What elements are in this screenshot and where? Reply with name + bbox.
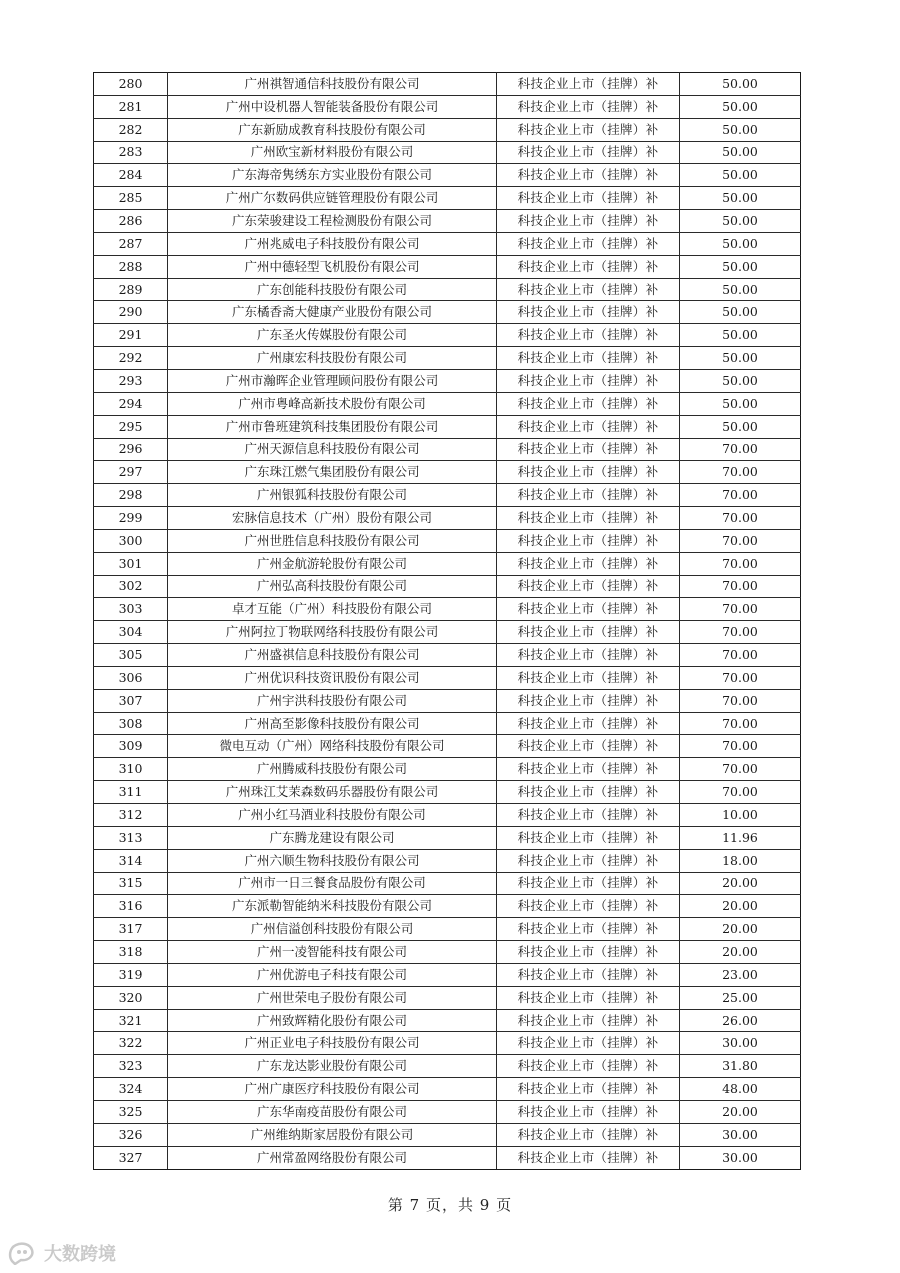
company-name-cell: 广州六顺生物科技股份有限公司 [168,849,497,872]
table-row [94,735,801,758]
amount-cell: 50.00 [680,369,801,392]
company-name-cell: 广东海帝隽绣东方实业股份有限公司 [168,164,497,187]
amount-cell: 20.00 [680,918,801,941]
amount-cell: 50.00 [680,232,801,255]
company-name-cell: 广州市鲁班建筑科技集团股份有限公司 [168,415,497,438]
row-number-cell: 309 [94,735,168,758]
row-number-cell: 317 [94,918,168,941]
subsidy-type-cell: 科技企业上市（挂牌）补 [497,552,680,575]
amount-cell: 50.00 [680,95,801,118]
row-number-cell: 315 [94,872,168,895]
amount-cell: 50.00 [680,164,801,187]
company-name-cell: 广州弘高科技股份有限公司 [168,575,497,598]
subsidy-type-cell: 科技企业上市（挂牌）补 [497,484,680,507]
amount-cell: 70.00 [680,507,801,530]
row-number-cell: 293 [94,369,168,392]
amount-cell: 70.00 [680,758,801,781]
table-row [94,187,801,210]
company-name-cell: 广州市粤峰高新技术股份有限公司 [168,392,497,415]
subsidy-type-cell: 科技企业上市（挂牌）补 [497,781,680,804]
row-number-cell: 325 [94,1100,168,1123]
company-name-cell: 广州盛祺信息科技股份有限公司 [168,644,497,667]
row-number-cell: 321 [94,1009,168,1032]
amount-cell: 10.00 [680,804,801,827]
amount-cell: 20.00 [680,872,801,895]
amount-cell: 30.00 [680,1123,801,1146]
subsidy-type-cell: 科技企业上市（挂牌）补 [497,1123,680,1146]
amount-cell: 70.00 [680,689,801,712]
watermark [8,1240,116,1266]
subsidy-type-cell: 科技企业上市（挂牌）补 [497,849,680,872]
company-name-cell: 广州小红马酒业科技股份有限公司 [168,804,497,827]
subsidy-type-cell: 科技企业上市（挂牌）补 [497,324,680,347]
amount-cell: 18.00 [680,849,801,872]
company-name-cell: 广州广康医疗科技股份有限公司 [168,1078,497,1101]
subsidy-type-cell: 科技企业上市（挂牌）补 [497,232,680,255]
subsidy-type-cell: 科技企业上市（挂牌）补 [497,941,680,964]
row-number-cell: 305 [94,644,168,667]
amount-cell: 23.00 [680,963,801,986]
subsidy-type-cell: 科技企业上市（挂牌）补 [497,735,680,758]
table-row [94,1146,801,1169]
table-row [94,1009,801,1032]
amount-cell: 50.00 [680,301,801,324]
subsidy-type-cell: 科技企业上市（挂牌）补 [497,1078,680,1101]
company-name-cell: 广州致辉精化股份有限公司 [168,1009,497,1032]
row-number-cell: 298 [94,484,168,507]
subsidy-type-cell: 科技企业上市（挂牌）补 [497,369,680,392]
company-name-cell: 广州金航游轮股份有限公司 [168,552,497,575]
row-number-cell: 301 [94,552,168,575]
row-number-cell: 287 [94,232,168,255]
table-row [94,461,801,484]
amount-cell: 50.00 [680,392,801,415]
company-name-cell: 广东新励成教育科技股份有限公司 [168,118,497,141]
subsidy-type-cell: 科技企业上市（挂牌）补 [497,415,680,438]
subsidy-type-cell: 科技企业上市（挂牌）补 [497,347,680,370]
amount-cell: 50.00 [680,324,801,347]
table-row [94,484,801,507]
subsidy-table-container [93,72,798,1170]
table-row [94,392,801,415]
company-name-cell: 广州市瀚晖企业管理顾问股份有限公司 [168,369,497,392]
subsidy-type-cell: 科技企业上市（挂牌）补 [497,621,680,644]
amount-cell: 70.00 [680,781,801,804]
amount-cell: 70.00 [680,484,801,507]
subsidy-type-cell: 科技企业上市（挂牌）补 [497,826,680,849]
row-number-cell: 297 [94,461,168,484]
subsidy-type-cell: 科技企业上市（挂牌）补 [497,73,680,96]
table-row [94,507,801,530]
row-number-cell: 295 [94,415,168,438]
amount-cell: 50.00 [680,210,801,233]
row-number-cell: 289 [94,278,168,301]
subsidy-type-cell: 科技企业上市（挂牌）补 [497,278,680,301]
subsidy-type-cell: 科技企业上市（挂牌）补 [497,255,680,278]
table-row [94,278,801,301]
table-row [94,118,801,141]
amount-cell: 30.00 [680,1032,801,1055]
company-name-cell: 广东龙达影业股份有限公司 [168,1055,497,1078]
subsidy-type-cell: 科技企业上市（挂牌）补 [497,598,680,621]
row-number-cell: 318 [94,941,168,964]
amount-cell: 30.00 [680,1146,801,1169]
table-row [94,141,801,164]
row-number-cell: 304 [94,621,168,644]
table-row [94,918,801,941]
table-row [94,986,801,1009]
amount-cell: 50.00 [680,141,801,164]
amount-cell: 50.00 [680,118,801,141]
row-number-cell: 316 [94,895,168,918]
row-number-cell: 319 [94,963,168,986]
row-number-cell: 313 [94,826,168,849]
amount-cell: 25.00 [680,986,801,1009]
table-row [94,1055,801,1078]
amount-cell: 70.00 [680,438,801,461]
row-number-cell: 307 [94,689,168,712]
amount-cell: 70.00 [680,575,801,598]
subsidy-type-cell: 科技企业上市（挂牌）补 [497,210,680,233]
row-number-cell: 296 [94,438,168,461]
amount-cell: 11.96 [680,826,801,849]
subsidy-type-cell: 科技企业上市（挂牌）补 [497,689,680,712]
row-number-cell: 326 [94,1123,168,1146]
table-row [94,895,801,918]
company-name-cell: 广州市一日三餐食品股份有限公司 [168,872,497,895]
table-row [94,255,801,278]
table-row [94,963,801,986]
row-number-cell: 322 [94,1032,168,1055]
row-number-cell: 288 [94,255,168,278]
subsidy-type-cell: 科技企业上市（挂牌）补 [497,187,680,210]
row-number-cell: 302 [94,575,168,598]
subsidy-type-cell: 科技企业上市（挂牌）补 [497,438,680,461]
table-row [94,666,801,689]
amount-cell: 70.00 [680,735,801,758]
company-name-cell: 广州中设机器人智能装备股份有限公司 [168,95,497,118]
subsidy-type-cell: 科技企业上市（挂牌）补 [497,644,680,667]
table-row [94,415,801,438]
row-number-cell: 300 [94,529,168,552]
company-name-cell: 广州腾威科技股份有限公司 [168,758,497,781]
row-number-cell: 281 [94,95,168,118]
company-name-cell: 广州阿拉丁物联网络科技股份有限公司 [168,621,497,644]
company-name-cell: 广州优游电子科技有限公司 [168,963,497,986]
row-number-cell: 311 [94,781,168,804]
subsidy-type-cell: 科技企业上市（挂牌）补 [497,461,680,484]
amount-cell: 70.00 [680,621,801,644]
subsidy-type-cell: 科技企业上市（挂牌）补 [497,1032,680,1055]
table-row [94,73,801,96]
company-name-cell: 广州中德轻型飞机股份有限公司 [168,255,497,278]
amount-cell: 50.00 [680,255,801,278]
company-name-cell: 微电互动（广州）网络科技股份有限公司 [168,735,497,758]
subsidy-type-cell: 科技企业上市（挂牌）补 [497,712,680,735]
row-number-cell: 294 [94,392,168,415]
row-number-cell: 284 [94,164,168,187]
table-row [94,438,801,461]
company-name-cell: 卓才互能（广州）科技股份有限公司 [168,598,497,621]
table-row [94,1078,801,1101]
company-name-cell: 广州维纳斯家居股份有限公司 [168,1123,497,1146]
subsidy-type-cell: 科技企业上市（挂牌）补 [497,963,680,986]
company-name-cell: 广州正业电子科技股份有限公司 [168,1032,497,1055]
row-number-cell: 299 [94,507,168,530]
table-row [94,1123,801,1146]
table-row [94,232,801,255]
company-name-cell: 广州世胜信息科技股份有限公司 [168,529,497,552]
company-name-cell: 广东圣火传媒股份有限公司 [168,324,497,347]
company-name-cell: 广州高至影像科技股份有限公司 [168,712,497,735]
company-name-cell: 广东珠江燃气集团股份有限公司 [168,461,497,484]
subsidy-type-cell: 科技企业上市（挂牌）补 [497,872,680,895]
table-row [94,369,801,392]
company-name-cell: 广州宇洪科技股份有限公司 [168,689,497,712]
row-number-cell: 291 [94,324,168,347]
row-number-cell: 282 [94,118,168,141]
row-number-cell: 290 [94,301,168,324]
company-name-cell: 广州欧宝新材料股份有限公司 [168,141,497,164]
subsidy-type-cell: 科技企业上市（挂牌）补 [497,392,680,415]
amount-cell: 20.00 [680,941,801,964]
subsidy-type-cell: 科技企业上市（挂牌）补 [497,1100,680,1123]
row-number-cell: 327 [94,1146,168,1169]
subsidy-type-cell: 科技企业上市（挂牌）补 [497,575,680,598]
table-row [94,552,801,575]
subsidy-type-cell: 科技企业上市（挂牌）补 [497,1009,680,1032]
company-name-cell: 广州天源信息科技股份有限公司 [168,438,497,461]
amount-cell: 20.00 [680,895,801,918]
subsidy-type-cell: 科技企业上市（挂牌）补 [497,666,680,689]
company-name-cell: 广州康宏科技股份有限公司 [168,347,497,370]
company-name-cell: 广州银狐科技股份有限公司 [168,484,497,507]
row-number-cell: 324 [94,1078,168,1101]
table-row [94,849,801,872]
amount-cell: 50.00 [680,347,801,370]
row-number-cell: 303 [94,598,168,621]
amount-cell: 31.80 [680,1055,801,1078]
subsidy-type-cell: 科技企业上市（挂牌）补 [497,986,680,1009]
amount-cell: 70.00 [680,598,801,621]
subsidy-type-cell: 科技企业上市（挂牌）补 [497,1055,680,1078]
table-row [94,689,801,712]
subsidy-type-cell: 科技企业上市（挂牌）补 [497,529,680,552]
row-number-cell: 314 [94,849,168,872]
row-number-cell: 310 [94,758,168,781]
table-row [94,781,801,804]
amount-cell: 70.00 [680,552,801,575]
table-row [94,872,801,895]
company-name-cell: 广州信溢创科技股份有限公司 [168,918,497,941]
table-row [94,164,801,187]
subsidy-type-cell: 科技企业上市（挂牌）补 [497,895,680,918]
table-row [94,1032,801,1055]
table-row [94,301,801,324]
company-name-cell: 广东华南疫苗股份有限公司 [168,1100,497,1123]
table-row [94,324,801,347]
row-number-cell: 306 [94,666,168,689]
table-row [94,621,801,644]
amount-cell: 26.00 [680,1009,801,1032]
subsidy-type-cell: 科技企业上市（挂牌）补 [497,804,680,827]
company-name-cell: 广州一凌智能科技有限公司 [168,941,497,964]
row-number-cell: 283 [94,141,168,164]
subsidy-type-cell: 科技企业上市（挂牌）补 [497,141,680,164]
row-number-cell: 286 [94,210,168,233]
table-row [94,804,801,827]
page-footer: 第 7 页，共 9 页 [387,1196,513,1214]
table-row [94,758,801,781]
company-name-cell: 广东创能科技股份有限公司 [168,278,497,301]
amount-cell: 70.00 [680,712,801,735]
amount-cell: 50.00 [680,187,801,210]
amount-cell: 70.00 [680,644,801,667]
subsidy-type-cell: 科技企业上市（挂牌）补 [497,164,680,187]
company-name-cell: 广东荣骏建设工程检测股份有限公司 [168,210,497,233]
amount-cell: 20.00 [680,1100,801,1123]
amount-cell: 70.00 [680,461,801,484]
table-row [94,712,801,735]
row-number-cell: 308 [94,712,168,735]
table-row [94,347,801,370]
table-row [94,826,801,849]
subsidy-type-cell: 科技企业上市（挂牌）补 [497,918,680,941]
subsidy-type-cell: 科技企业上市（挂牌）补 [497,301,680,324]
table-row [94,598,801,621]
table-row [94,941,801,964]
company-name-cell: 广州兆威电子科技股份有限公司 [168,232,497,255]
amount-cell: 48.00 [680,1078,801,1101]
company-name-cell: 广东派勒智能纳米科技股份有限公司 [168,895,497,918]
subsidy-type-cell: 科技企业上市（挂牌）补 [497,507,680,530]
row-number-cell: 320 [94,986,168,1009]
subsidy-table-body [94,73,801,1170]
table-row [94,1100,801,1123]
amount-cell: 50.00 [680,415,801,438]
amount-cell: 50.00 [680,278,801,301]
company-name-cell: 广州世荣电子股份有限公司 [168,986,497,1009]
row-number-cell: 323 [94,1055,168,1078]
table-row [94,210,801,233]
company-name-cell: 广东腾龙建设有限公司 [168,826,497,849]
subsidy-type-cell: 科技企业上市（挂牌）补 [497,1146,680,1169]
company-name-cell: 广州优识科技资讯股份有限公司 [168,666,497,689]
subsidy-type-cell: 科技企业上市（挂牌）补 [497,758,680,781]
company-name-cell: 广州广尔数码供应链管理股份有限公司 [168,187,497,210]
company-name-cell: 广州珠江艾茉森数码乐器股份有限公司 [168,781,497,804]
amount-cell: 70.00 [680,666,801,689]
row-number-cell: 280 [94,73,168,96]
company-name-cell: 广州常盈网络股份有限公司 [168,1146,497,1169]
bubble-logo-icon [8,1241,38,1265]
company-name-cell: 广东橘香斋大健康产业股份有限公司 [168,301,497,324]
company-name-cell: 宏脉信息技术（广州）股份有限公司 [168,507,497,530]
subsidy-table [93,72,801,1170]
table-row [94,644,801,667]
amount-cell: 50.00 [680,73,801,96]
row-number-cell: 312 [94,804,168,827]
table-row [94,575,801,598]
company-name-cell: 广州祺智通信科技股份有限公司 [168,73,497,96]
watermark-text: 大数跨境 [44,1244,116,1265]
row-number-cell: 285 [94,187,168,210]
amount-cell: 70.00 [680,529,801,552]
subsidy-type-cell: 科技企业上市（挂牌）补 [497,95,680,118]
table-row [94,95,801,118]
row-number-cell: 292 [94,347,168,370]
subsidy-type-cell: 科技企业上市（挂牌）补 [497,118,680,141]
table-row [94,529,801,552]
